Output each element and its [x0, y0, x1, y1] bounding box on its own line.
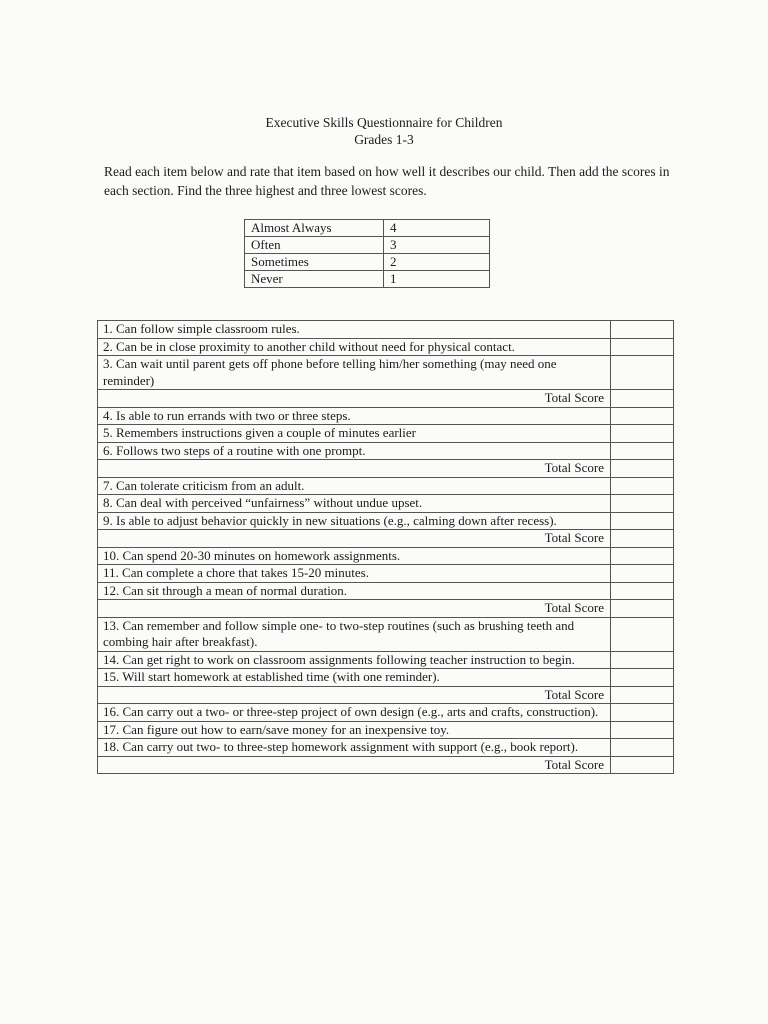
item-score-cell[interactable] [611, 651, 674, 669]
item-row [98, 582, 674, 600]
item-text: 11. Can complete a chore that takes 15-20 minutes. [98, 565, 611, 583]
item-text: 13. Can remember and follow simple one- to two-step routines (such as brushing teeth and combing hair after breakfast). [98, 617, 611, 651]
item-row [98, 512, 674, 530]
total-score-cell[interactable] [611, 530, 674, 548]
total-score-cell[interactable] [611, 686, 674, 704]
item-score-cell[interactable] [611, 495, 674, 513]
item-text: 7. Can tolerate criticism from an adult. [98, 477, 611, 495]
total-score-row [98, 460, 674, 478]
total-score-cell[interactable] [611, 390, 674, 408]
total-score-row [98, 756, 674, 774]
item-text: 12. Can sit through a mean of normal duration. [98, 582, 611, 600]
item-score-cell[interactable] [611, 721, 674, 739]
total-score-label: Total Score [98, 686, 611, 704]
item-score-cell[interactable] [611, 356, 674, 390]
item-score-cell[interactable] [611, 582, 674, 600]
scale-value: 1 [384, 271, 490, 288]
item-row [98, 321, 674, 339]
scale-row [245, 237, 490, 254]
scale-value: 2 [384, 254, 490, 271]
scale-row [245, 254, 490, 271]
item-score-cell[interactable] [611, 547, 674, 565]
item-score-cell[interactable] [611, 442, 674, 460]
item-row [98, 669, 674, 687]
scale-label: Often [245, 237, 384, 254]
item-score-cell[interactable] [611, 512, 674, 530]
item-text: 2. Can be in close proximity to another child without need for physical contact. [98, 338, 611, 356]
item-row [98, 495, 674, 513]
total-score-cell[interactable] [611, 600, 674, 618]
rating-scale-table [244, 219, 490, 288]
item-text: 8. Can deal with perceived “unfairness” without undue upset. [98, 495, 611, 513]
item-score-cell[interactable] [611, 425, 674, 443]
item-text: 17. Can figure out how to earn/save money for an inexpensive toy. [98, 721, 611, 739]
scale-label: Never [245, 271, 384, 288]
item-row [98, 739, 674, 757]
total-score-label: Total Score [98, 600, 611, 618]
instructions-text: Read each item below and rate that item based on how well it describes our child. Then add the scores in each section. Find the three highest and three lowest scores. [104, 164, 670, 198]
item-text: 15. Will start homework at established time (with one reminder). [98, 669, 611, 687]
item-score-cell[interactable] [611, 338, 674, 356]
scale-value: 4 [384, 220, 490, 237]
item-text: 5. Remembers instructions given a couple of minutes earlier [98, 425, 611, 443]
item-row [98, 356, 674, 390]
total-score-row [98, 600, 674, 618]
scale-label: Almost Always [245, 220, 384, 237]
item-row [98, 407, 674, 425]
total-score-cell[interactable] [611, 460, 674, 478]
item-row [98, 338, 674, 356]
item-score-cell[interactable] [611, 739, 674, 757]
item-row [98, 617, 674, 651]
total-score-row [98, 686, 674, 704]
item-score-cell[interactable] [611, 477, 674, 495]
item-row [98, 477, 674, 495]
item-text: 14. Can get right to work on classroom assignments following teacher instruction to begin. [98, 651, 611, 669]
item-text: 18. Can carry out two- to three-step homework assignment with support (e.g., book report). [98, 739, 611, 757]
item-text: 4. Is able to run errands with two or three steps. [98, 407, 611, 425]
item-row [98, 425, 674, 443]
total-score-label: Total Score [98, 530, 611, 548]
item-row [98, 547, 674, 565]
total-score-row [98, 390, 674, 408]
questionnaire-table [97, 320, 674, 774]
item-text: 9. Is able to adjust behavior quickly in new situations (e.g., calming down after recess). [98, 512, 611, 530]
item-score-cell[interactable] [611, 617, 674, 651]
item-score-cell[interactable] [611, 321, 674, 339]
item-row [98, 651, 674, 669]
scale-row [245, 220, 490, 237]
scale-row [245, 271, 490, 288]
item-text: 10. Can spend 20-30 minutes on homework assignments. [98, 547, 611, 565]
total-score-row [98, 530, 674, 548]
document-subtitle: Grades 1-3 [354, 132, 414, 147]
total-score-label: Total Score [98, 390, 611, 408]
item-score-cell[interactable] [611, 704, 674, 722]
item-row [98, 565, 674, 583]
scale-label: Sometimes [245, 254, 384, 271]
item-text: 16. Can carry out a two- or three-step project of own design (e.g., arts and crafts, construction). [98, 704, 611, 722]
total-score-cell[interactable] [611, 756, 674, 774]
item-score-cell[interactable] [611, 407, 674, 425]
item-score-cell[interactable] [611, 669, 674, 687]
item-row [98, 721, 674, 739]
item-text: 3. Can wait until parent gets off phone before telling him/her something (may need one reminder) [98, 356, 611, 390]
item-row [98, 442, 674, 460]
item-score-cell[interactable] [611, 565, 674, 583]
item-text: 1. Can follow simple classroom rules. [98, 321, 611, 339]
document-title: Executive Skills Questionnaire for Children [265, 115, 503, 130]
item-row [98, 704, 674, 722]
total-score-label: Total Score [98, 460, 611, 478]
item-text: 6. Follows two steps of a routine with one prompt. [98, 442, 611, 460]
total-score-label: Total Score [98, 756, 611, 774]
scale-value: 3 [384, 237, 490, 254]
